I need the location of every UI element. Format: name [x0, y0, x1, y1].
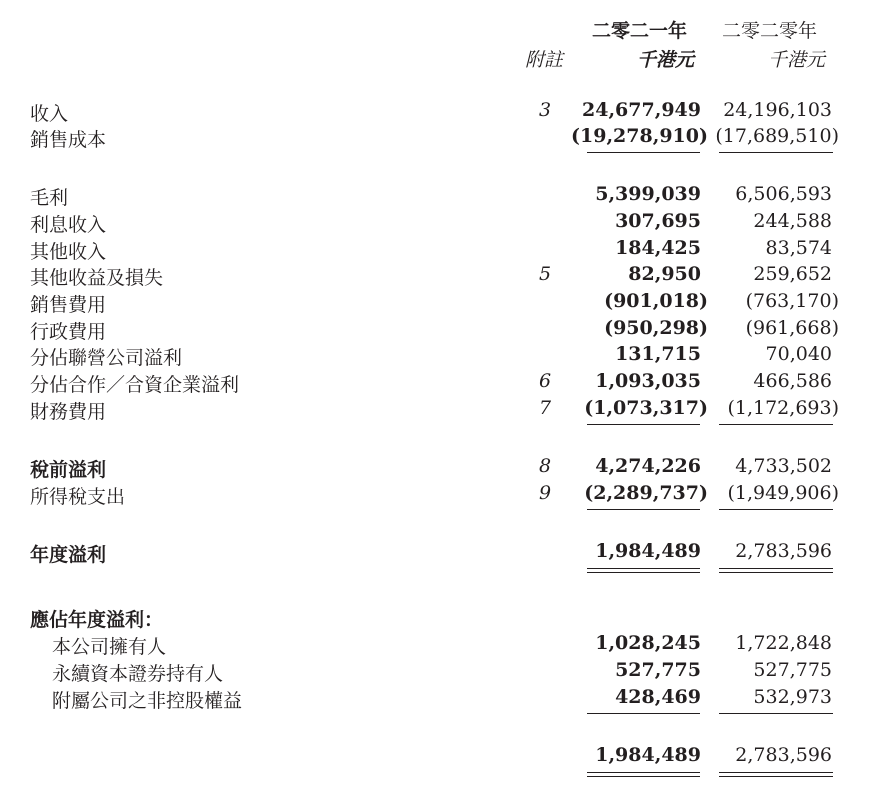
row-finance-costs	[0, 397, 872, 424]
row-share-of-joint-ventures	[0, 370, 872, 397]
current-value: 1,984,489	[595, 540, 701, 562]
rule-prior-2	[719, 424, 833, 425]
row-note: 8	[538, 455, 552, 477]
row-label: 財務費用	[30, 401, 107, 423]
rule-current-6b	[587, 776, 700, 777]
row-note: 7	[538, 397, 552, 419]
current-value: (19,278,910)	[571, 125, 708, 147]
row-income-tax	[0, 482, 872, 509]
row-label: 應佔年度溢利：	[30, 609, 164, 631]
rule-current-4a	[587, 568, 700, 569]
prior-value: 532,973	[753, 686, 832, 708]
row-label: 其他收入	[30, 241, 107, 263]
row-perpetual-securities	[0, 659, 872, 686]
row-label: 銷售費用	[30, 294, 107, 316]
row-cost-of-sales	[0, 125, 872, 152]
current-value: 527,775	[615, 659, 701, 681]
note-column-header: 附註	[525, 49, 564, 71]
current-value: 131,715	[615, 343, 701, 365]
row-label: 銷售成本	[30, 129, 107, 151]
current-year-header: 二零二一年	[592, 20, 688, 42]
row-other-gains-losses	[0, 263, 872, 290]
prior-value: (1,949,906)	[727, 482, 839, 504]
rule-current-2	[587, 424, 700, 425]
row-label: 附屬公司之非控股權益	[52, 690, 243, 712]
row-profit-for-year	[0, 540, 872, 567]
current-value: (1,073,317)	[584, 397, 708, 419]
row-attributable-heading	[0, 605, 872, 632]
row-label: 行政費用	[30, 321, 107, 343]
row-gross-profit	[0, 183, 872, 210]
prior-value: 70,040	[765, 343, 832, 365]
prior-unit-header: 千港元	[768, 49, 826, 71]
prior-value: 6,506,593	[735, 183, 832, 205]
prior-value: (1,172,693)	[727, 397, 839, 419]
row-label: 收入	[30, 103, 69, 125]
rule-prior-4a	[719, 568, 833, 569]
rule-current-1	[587, 152, 700, 153]
row-label: 毛利	[30, 187, 69, 209]
current-unit-header: 千港元	[637, 49, 695, 71]
row-label: 分佔聯營公司溢利	[30, 347, 183, 369]
row-label: 本公司擁有人	[52, 636, 167, 658]
current-value: 1,984,489	[595, 744, 701, 766]
current-value: 1,028,245	[595, 632, 701, 654]
row-label: 分佔合作／合資企業溢利	[30, 374, 240, 396]
prior-value: 259,652	[753, 263, 832, 285]
row-owners	[0, 632, 872, 659]
row-interest-income	[0, 210, 872, 237]
prior-value: 1,722,848	[735, 632, 832, 654]
current-value: 1,093,035	[595, 370, 701, 392]
rule-current-3	[587, 509, 700, 510]
prior-value: (17,689,510)	[715, 125, 839, 147]
rule-prior-3	[719, 509, 833, 510]
prior-value: 2,783,596	[735, 540, 832, 562]
current-value: 5,399,039	[595, 183, 701, 205]
prior-value: (961,668)	[745, 317, 839, 339]
row-revenue	[0, 99, 872, 126]
prior-year-header: 二零二零年	[722, 20, 818, 42]
current-value: 24,677,949	[582, 99, 701, 121]
prior-value: 244,588	[753, 210, 832, 232]
rule-prior-6b	[719, 776, 833, 777]
row-label: 稅前溢利	[30, 459, 107, 481]
current-value: (2,289,737)	[584, 482, 708, 504]
row-label: 利息收入	[30, 214, 107, 236]
rule-current-4b	[587, 572, 700, 573]
rule-current-6a	[587, 772, 700, 773]
rule-current-5	[587, 713, 700, 714]
current-value: 82,950	[628, 263, 701, 285]
current-value: (901,018)	[604, 290, 708, 312]
prior-value: 527,775	[753, 659, 832, 681]
row-share-of-associates	[0, 343, 872, 370]
row-total	[0, 744, 872, 771]
row-note: 5	[538, 263, 552, 285]
current-value: 428,469	[615, 686, 701, 708]
row-note: 9	[538, 482, 552, 504]
row-note: 6	[538, 370, 552, 392]
rule-prior-5	[719, 713, 833, 714]
row-note: 3	[538, 99, 552, 121]
row-label: 其他收益及損失	[30, 267, 164, 289]
prior-value: 2,783,596	[735, 744, 832, 766]
row-label: 年度溢利	[30, 544, 107, 566]
prior-value: 24,196,103	[723, 99, 832, 121]
row-other-income	[0, 237, 872, 264]
row-profit-before-tax	[0, 455, 872, 482]
prior-value: 83,574	[765, 237, 832, 259]
rule-prior-4b	[719, 572, 833, 573]
prior-value: 466,586	[753, 370, 832, 392]
row-label: 所得稅支出	[30, 486, 126, 508]
current-value: 307,695	[615, 210, 701, 232]
row-label: 永續資本證券持有人	[52, 663, 224, 685]
prior-value: 4,733,502	[735, 455, 832, 477]
prior-value: (763,170)	[745, 290, 839, 312]
rule-prior-1	[719, 152, 833, 153]
current-value: 4,274,226	[595, 455, 701, 477]
row-admin-expenses	[0, 317, 872, 344]
current-value: 184,425	[615, 237, 701, 259]
row-non-controlling	[0, 686, 872, 713]
rule-prior-6a	[719, 772, 833, 773]
current-value: (950,298)	[604, 317, 708, 339]
row-selling-expenses	[0, 290, 872, 317]
